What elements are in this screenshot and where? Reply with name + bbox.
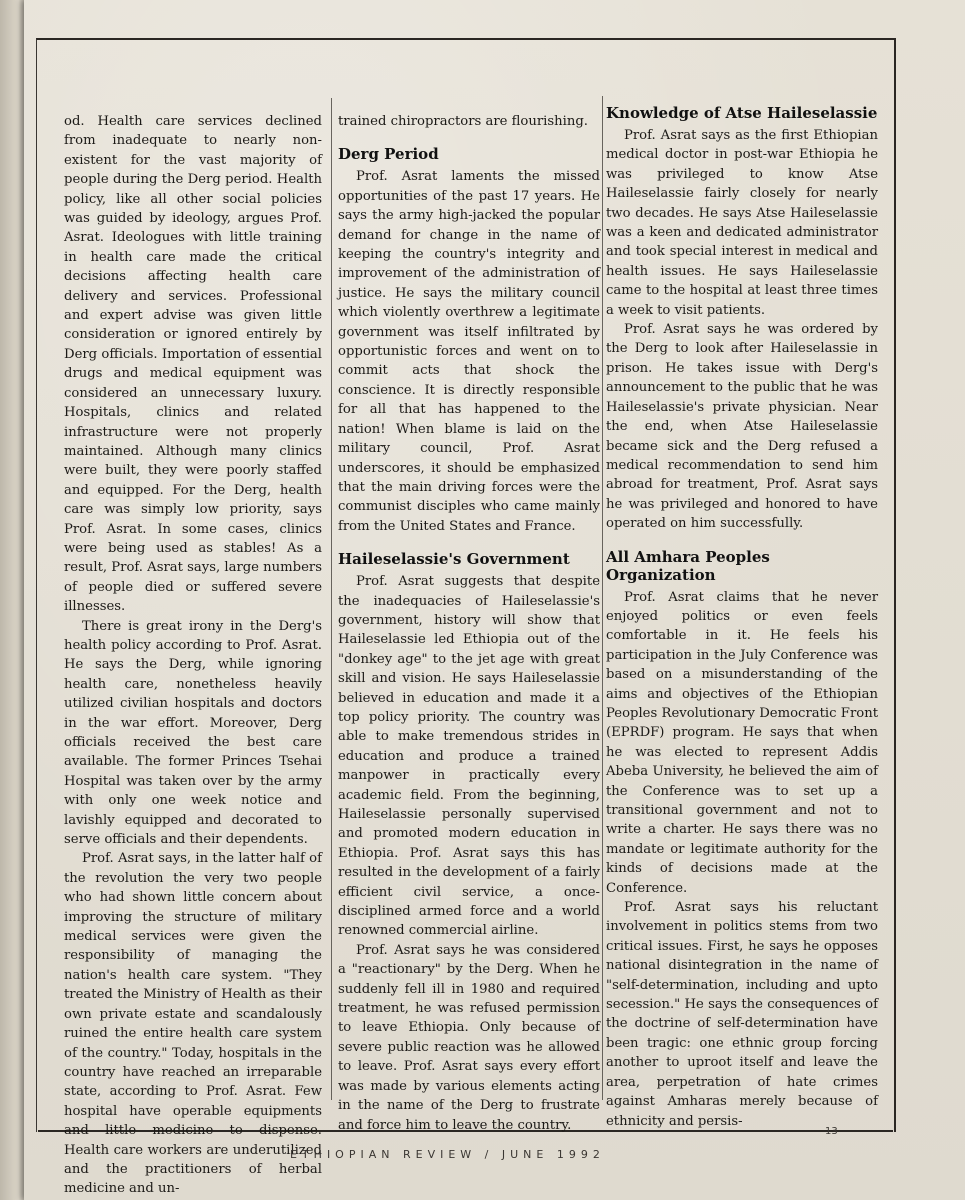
article-column-1 [64,112,322,1199]
publication-footer: ETHIOPIAN REVIEW / JUNE 1992 [290,1148,605,1161]
paragraph: trained chiropractors are flourishing. [338,114,588,129]
column-divider-1 [331,98,332,1100]
column-divider-2 [602,96,603,1100]
section-heading-all-amhara-peoples-organization: All Amhara Peoples Organization [606,547,770,584]
paragraph: Prof. Asrat says as the first Ethiopian medical doctor in post-war Ethiopia he was privileged to know Atse Haileselassie fairly closely for nearly two decades. He says Atse Haileselassie was a keen and dedicated administrator and took special interest in medical and health issues. He says Haileselassie came to the hospital at least three times a week to visit patients. [606,128,878,318]
paragraph: Prof. Asrat claims that he never enjoyed politics or even feels comfortable in it. He feels his participation in the July Conference was based on a misunderstanding of the aims and objectives of the Ethiopian Peoples Revolutionary Democratic Front (EPRDF) program. He says that when he was elected to represent Addis Abeba University, he believed the aim of the Conference was to set up a transitional government and not to write a charter. He says there was no mandate or legitimate authority for the kinds of decisions made at the Conference. [606,589,878,896]
section-heading-knowledge-of-atse-haileselassie: Knowledge of Atse Haileselassie [606,104,878,122]
article-column-2 [338,112,600,1135]
paragraph: Prof. Asrat says he was ordered by the Derg to look after Haileselassie in prison. He takes issue with Derg's announcement to the public that he was Haileselassie's private physician. Near the end, when Atse Haileselassie became sick and the Derg refused a medical recommendation to send him abroad for treatment, Prof. Asrat says he was privileged and honored to have operated on him successfully. [606,322,878,532]
paragraph: Prof. Asrat says his reluctant involvement in politics stems from two critical issues. First, he says he opposes national disintegration in the name of "self-determination, including and upto secession." He says the consequences of the doctrine of self-determination have been tragic: one ethnic group forcing another to uproot itself and leave the area, perpetration of hate crimes against Amharas merely because of ethnicity and persis- [606,900,878,1129]
section-heading-derg-period: Derg Period [338,145,439,164]
paragraph: Prof. Asrat laments the missed opportunities of the past 17 years. He says the army high-jacked the popular demand for change in the name of keeping the country's integrity and improvement of the administration of justice. He says the military council which violently overthrew a legitimate government was itself infiltrated by opportunistic forces and went on to commit acts that shock the conscience. It is directly responsible for all that has happened to the nation! When blame is laid on the military council, Prof. Asrat underscores, it should be emphasized that the main driving forces were the communist disciples who came mainly from the United States and France. [338,169,600,534]
article-column-3 [606,104,878,1131]
paragraph: od. Health care services declined from inadequate to nearly non-existent for the vast majority of people during the Derg period. Health policy, like all other social policies was guided by ideology, argues Prof. Asrat. Ideologues with little training in health care made the critical decisions affecting health care delivery and services. Professional and expert advise was given little consideration or ignored entirely by Derg officials. Importation of essential drugs and medical equipment was considered an unnecessary luxury. Hospitals, clinics and related infrastructure were not properly maintained. Although many clinics were built, they were poorly staffed and equipped. For the Derg, health care was simply low priority, says Prof. Asrat. In some cases, clinics were being used as stables! As a result, Prof. Asrat says, large numbers of people died or suffered severe illnesses. [64,114,322,615]
page-number: 13 [825,1126,838,1137]
paragraph: Prof. Asrat says he was considered a "reactionary" by the Derg. When he suddenly fell ill in 1980 and required treatment, he was refused permission to leave Ethiopia. Only because of severe public reaction was he allowed to leave. Prof. Asrat says every effort was made by various elements acting in the name of the Derg to frustrate and force him to leave the country. [338,942,600,1133]
paragraph: Prof. Asrat says, in the latter half of the revolution the very two people who had shown little concern about improving the structure of military medical services were given the responsibility of managing the nation's health care system. "They treated the Ministry of Health as their own private estate and scandalously ruined the entire health care system of the country." Today, hospitals in the country have reached an irreparable state, according to Prof. Asrat. Few hospital have operable equipments and little medicine to dispense. Health care workers are underutilized and the practitioners of herbal medicine and un- [64,851,322,1197]
paragraph: Prof. Asrat suggests that despite the inadequacies of Haileselassie's government, history will show that Haileselassie led Ethiopia out of the "donkey age" to the jet age with great skill and vision. He says Haileselassie believed in education and made it a top policy priority. The country was able to make tremendous strides in education and produce a trained manpower in practically every academic field. From the beginning, Haileselassie personally supervised and promoted modern education in Ethiopia. Prof. Asrat says this has resulted in the development of a fairly efficient civil service, a once-disciplined armed force and a world renowned commercial airline. [338,574,600,939]
section-heading-haileselassie-government: Haileselassie's Government [338,550,570,569]
paragraph: There is great irony in the Derg's health policy according to Prof. Asrat. He says the Derg, while ignoring health care, nonetheless heavily utilized civilian hospitals and doctors in the war effort. Moreover, Derg officials received the best care available. The former Princes Tsehai Hospital was taken over by the army with only one week notice and lavishly equipped and decorated to serve officials and their dependents. [64,618,322,848]
